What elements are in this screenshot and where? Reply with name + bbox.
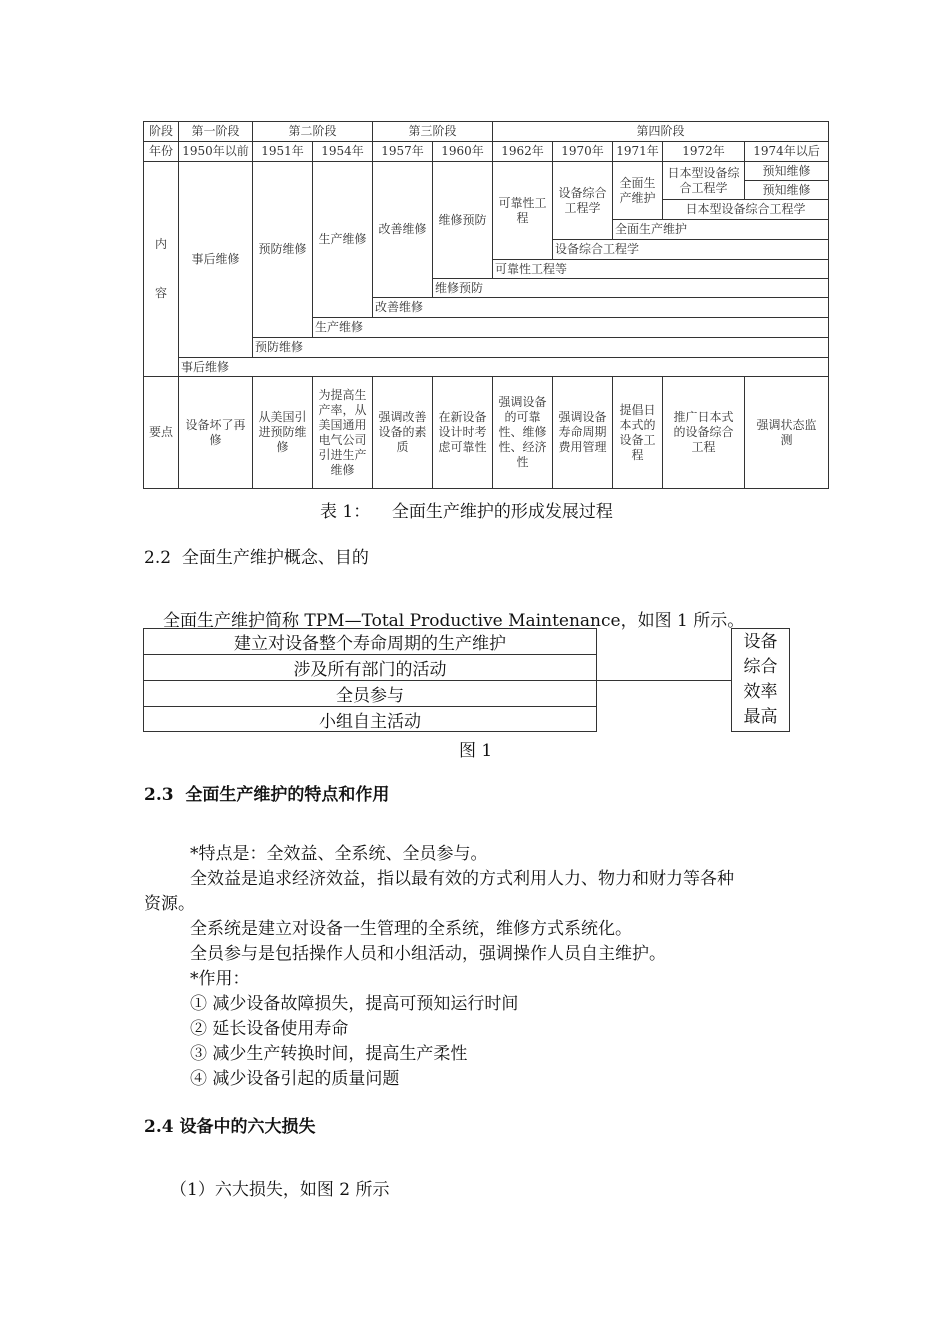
fig1-result-box [731, 628, 790, 732]
span-breakdown: 事后维修 [178, 357, 829, 377]
year-1960: 1960年 [432, 141, 493, 162]
content-1960: 维修预防 [432, 161, 493, 279]
year-header: 年份 [143, 141, 179, 162]
fig1-row-2: 涉及所有部门的活动 [143, 654, 597, 681]
para-effects: *作用： [190, 969, 250, 989]
figure1-caption: 图 1 [459, 741, 493, 761]
para-features: *特点是：全效益、全系统、全员参与。 [190, 844, 488, 864]
stage-1: 第一阶段 [178, 121, 253, 142]
para-benefit-2: 资源。 [144, 894, 195, 914]
point-1972: 推广日本式的设备综合工程 [662, 376, 745, 489]
para-effect-2: ② 延长设备使用寿命 [190, 1019, 349, 1039]
content-1971: 全面生产维护 [612, 161, 663, 220]
fig1-result-2: 综合 [743, 657, 778, 677]
content-1970: 设备综合工程学 [552, 161, 613, 240]
point-1970: 强调设备寿命周期费用管理 [552, 376, 613, 489]
point-1954: 为提高生产率，从美国通用电气公司引进生产维修 [312, 376, 373, 489]
stage-header: 阶段 [143, 121, 179, 142]
year-1951: 1951年 [252, 141, 313, 162]
year-1954: 1954年 [312, 141, 373, 162]
section-2-3-heading: 2.3 全面生产维护的特点和作用 [144, 785, 390, 805]
year-1972: 1972年 [662, 141, 745, 162]
fig1-row-3: 全员参与 [143, 680, 597, 707]
point-1960: 在新设备设计时考虑可靠性 [432, 376, 493, 489]
span-tpm: 全面生产维护 [612, 219, 829, 240]
content-label-2: 容 [154, 286, 167, 300]
span-preventive: 预防维修 [252, 337, 829, 358]
point-1951: 从美国引进预防维修 [252, 376, 313, 489]
point-1957: 强调改善设备的素质 [372, 376, 433, 489]
year-1970: 1970年 [552, 141, 613, 162]
section-2-2-intro: 全面生产维护简称 TPM—Total Productive Maintenance，如图 1 所示。 [163, 611, 745, 631]
para-participation: 全员参与是包括操作人员和小组活动，强调操作人员自主维护。 [190, 944, 666, 964]
content-1954: 生产维修 [312, 161, 373, 318]
para-effect-3: ③ 减少生产转换时间，提高生产柔性 [190, 1044, 468, 1064]
span-maintenance-prevention: 维修预防 [432, 278, 829, 298]
point-1971: 提倡日本式的设备工程 [612, 376, 663, 489]
points-label: 要点 [143, 376, 179, 489]
point-1950: 设备坏了再修 [178, 376, 253, 489]
section-2-2-heading: 2.2 全面生产维护概念、目的 [144, 548, 369, 568]
year-1950: 1950年以前 [178, 141, 253, 162]
content-label [143, 161, 179, 377]
span-improvement: 改善维修 [372, 297, 829, 318]
fig1-row-1: 建立对设备整个寿命周期的生产维护 [143, 628, 597, 655]
year-1957: 1957年 [372, 141, 433, 162]
fig1-result-3: 效率 [743, 682, 778, 702]
fig1-result-4: 最高 [743, 707, 778, 727]
para-effect-1: ① 减少设备故障损失，提高可预知运行时间 [190, 994, 519, 1014]
content-1972: 日本型设备综合工程学 [662, 161, 745, 200]
year-1971: 1971年 [612, 141, 663, 162]
content-1974a: 预知维修 [744, 161, 829, 181]
content-1951: 预防维修 [252, 161, 313, 338]
content-label-1: 内 [154, 237, 167, 251]
content-1957: 改善维修 [372, 161, 433, 298]
para-effect-4: ④ 减少设备引起的质量问题 [190, 1069, 400, 1089]
content-1974b: 预知维修 [744, 180, 829, 200]
fig1-result-1: 设备 [743, 632, 778, 652]
content-1950: 事后维修 [178, 161, 253, 358]
year-1962: 1962年 [492, 141, 553, 162]
point-1962: 强调设备的可靠性、维修性、经济性 [492, 376, 553, 489]
year-1974: 1974年以后 [744, 141, 829, 162]
stage-2: 第二阶段 [252, 121, 373, 142]
section-2-4-heading: 2.4 设备中的六大损失 [144, 1117, 316, 1137]
content-1962: 可靠性工程 [492, 161, 553, 260]
span-jp-equipment: 日本型设备综合工程学 [662, 199, 829, 220]
stage-4: 第四阶段 [492, 121, 829, 142]
table1-caption: 表 1： 全面生产维护的形成发展过程 [320, 502, 613, 522]
section-2-4-line1: （1）六大损失，如图 2 所示 [170, 1180, 390, 1200]
fig1-connector-line [596, 680, 732, 681]
span-productive: 生产维修 [312, 317, 829, 338]
stage-3: 第三阶段 [372, 121, 493, 142]
para-benefit-1: 全效益是追求经济效益，指以最有效的方式利用人力、物力和财力等各种 [190, 869, 734, 889]
fig1-row-4: 小组自主活动 [143, 706, 597, 732]
point-1974: 强调状态监测 [744, 376, 829, 489]
span-equipment-eng: 设备综合工程学 [552, 239, 829, 260]
section-2-3-body [144, 842, 824, 1092]
para-system: 全系统是建立对设备一生管理的全系统，维修方式系统化。 [190, 919, 632, 939]
span-reliability: 可靠性工程等 [492, 259, 829, 279]
